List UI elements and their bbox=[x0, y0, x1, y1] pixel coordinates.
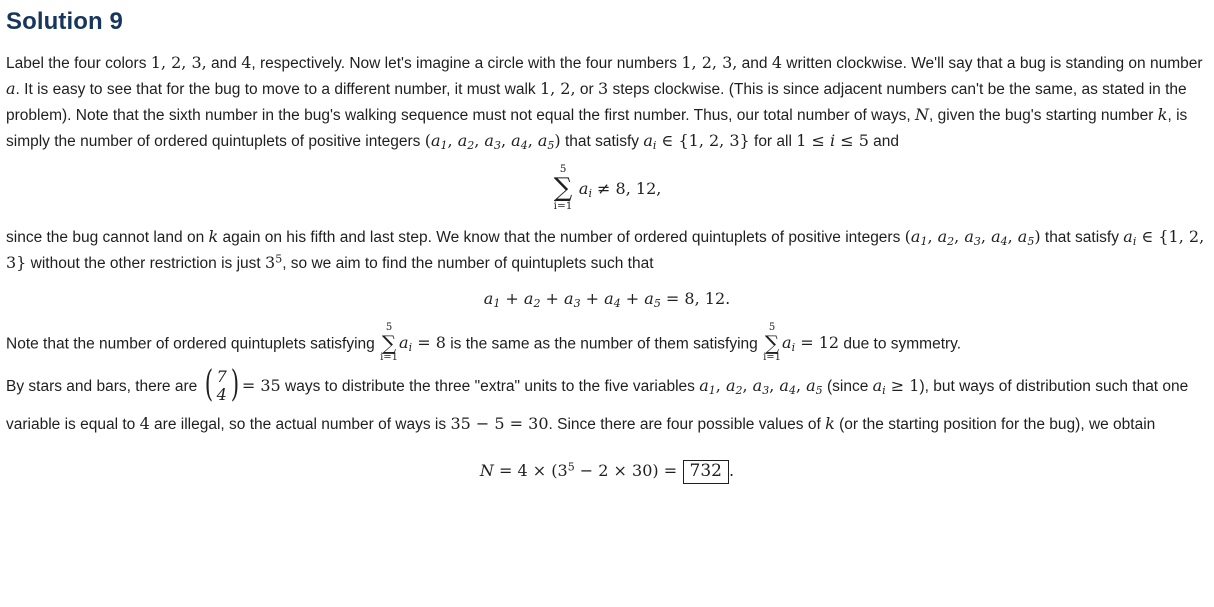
binom-bottom: 4 bbox=[216, 384, 227, 404]
p1-text-10: , is simply the number of ordered quintuplets of positive integers bbox=[6, 107, 1188, 151]
p1-text-1: Label the four colors bbox=[6, 55, 151, 72]
p3-text-1: Note that the number of ordered quintuplets satisfying bbox=[6, 335, 380, 353]
p4-math-5: 35 − 5 = 30 bbox=[450, 414, 549, 434]
p1-math-5: a bbox=[6, 79, 16, 99]
p2-math-k: k bbox=[208, 226, 219, 246]
p4-math-k: k bbox=[825, 414, 835, 434]
p4-math-4: 4 bbox=[139, 414, 150, 434]
equation-1-body: $a_i \ne 8$, 12, bbox=[578, 178, 662, 200]
paragraph-4 bbox=[6, 364, 1208, 444]
p3-text-2: is the same as the number of them satisfying bbox=[445, 335, 763, 353]
p1-text-13: and bbox=[868, 133, 900, 151]
p1-math-2: 4 bbox=[241, 53, 252, 72]
p2-quintuplet: ($a_1$, $a_2$, $a_3$, $a_4$, $a_5$) bbox=[904, 226, 1041, 248]
p4-text-7: (or the starting position for the bug), we obtain bbox=[834, 416, 1156, 434]
p4-text-2: ways to distribute the three "extra" units to the five variables bbox=[280, 377, 700, 395]
binom-stack bbox=[216, 368, 228, 404]
p2-membership: $a_i$ ∈ {1, 2, 3} bbox=[6, 226, 1205, 273]
boxed-answer: 732 bbox=[683, 460, 729, 485]
equation-3 bbox=[6, 458, 1208, 486]
left-paren: ( bbox=[204, 364, 213, 406]
summation-symbol-2: 5 ∑ i=1 bbox=[380, 321, 399, 363]
paragraph-2 bbox=[6, 224, 1208, 277]
p1-math-1: 1, 2, 3, bbox=[150, 53, 207, 72]
page-title: Solution 9 bbox=[6, 8, 123, 35]
p1-text-8: steps clockwise. (This is since adjacent numbers can't be the same, as stated in the problem). Note that the sixth number in the bug's walking sequence must not equal the first number. Thus, our total number of ways, bbox=[6, 81, 1187, 125]
equation-2-body: $a_1 + a_2 + a_3 + a_4 + a_5 = 8$, 12. bbox=[483, 289, 731, 310]
p1-math-3: 1, 2, 3, bbox=[681, 53, 738, 72]
p4-constraint: $a_i \ge 1$ bbox=[872, 375, 920, 397]
p1-quintuplet: ($a_1$, $a_2$, $a_3$, $a_4$, $a_5$) bbox=[424, 131, 561, 153]
document-page bbox=[0, 8, 1214, 607]
p1-range: 1 ≤ i ≤ 5 bbox=[796, 131, 869, 151]
p1-math-9: k bbox=[1157, 105, 1168, 125]
p1-math-7: 3 bbox=[597, 79, 609, 99]
p1-math-8: N bbox=[915, 105, 930, 125]
p2-text-1: since the bug cannot land on bbox=[6, 228, 209, 246]
p1-text-12: for all bbox=[749, 133, 797, 151]
summation-symbol-3: 5 ∑ i=1 bbox=[763, 321, 782, 363]
equation-3-lhs: $N = 4 \times (3^5 - 2 \times 30)$ = bbox=[479, 460, 678, 480]
p1-membership: $a_i$ ∈ {1, 2, 3} bbox=[643, 131, 750, 153]
p3-text-3: due to symmetry. bbox=[839, 335, 962, 353]
p2-text-3: that satisfy bbox=[1040, 228, 1124, 246]
p1-text-5: written clockwise. We'll say that a bug is standing on number bbox=[782, 55, 1203, 72]
p4-text-1: By stars and bars, there are bbox=[6, 377, 202, 395]
p4-text-4: ), but ways of distribution such that one variable is equal to bbox=[6, 377, 1189, 434]
p2-text-4: without the other restriction is just bbox=[26, 255, 265, 273]
equation-3-period: . bbox=[728, 460, 735, 480]
p1-text-9: , given the bug's starting number bbox=[929, 107, 1158, 125]
p4-text-3: (since bbox=[822, 377, 873, 395]
p1-text-4: and bbox=[737, 55, 772, 72]
right-paren: ) bbox=[230, 364, 240, 406]
p1-text-6: . It is easy to see that for the bug to move to a different number, it must walk bbox=[15, 81, 540, 99]
binom-top: 7 bbox=[216, 366, 227, 386]
summation-symbol: 5 ∑ i=1 bbox=[553, 162, 573, 212]
p2-power: $3^5$ bbox=[265, 252, 283, 273]
p3-sum1-body: $a_i = 8$ bbox=[399, 333, 446, 355]
solution-body bbox=[6, 50, 1208, 485]
p1-text-2: and bbox=[206, 55, 242, 72]
p1-text-7: or bbox=[575, 81, 598, 99]
p2-text-5: , so we aim to find the number of quintuplets such that bbox=[282, 255, 654, 273]
equation-2 bbox=[6, 286, 1208, 314]
p4-text-6: . Since there are four possible values of bbox=[548, 416, 826, 434]
p4-var-list: $a_1$, $a_2$, $a_3$, $a_4$, $a_5$ bbox=[699, 375, 823, 397]
binomial-coefficient bbox=[202, 364, 242, 406]
paragraph-1 bbox=[6, 50, 1208, 155]
p1-text-11: that satisfy bbox=[560, 133, 644, 151]
p1-math-6: 1, 2, bbox=[539, 79, 576, 99]
p4-text-5: are illegal, so the actual number of ways is bbox=[149, 416, 451, 434]
paragraph-3 bbox=[6, 321, 1208, 365]
equation-1 bbox=[6, 162, 1208, 214]
p1-text-3: , respectively. Now let's imagine a circle with the four numbers bbox=[251, 55, 682, 72]
p1-math-4: 4 bbox=[771, 53, 782, 72]
p3-sum2-body: $a_i = 12$ bbox=[782, 333, 840, 355]
p2-text-2: again on his fifth and last step. We know that the number of ordered quintuplets of positive integers bbox=[218, 228, 905, 246]
p4-math-1: = 35 bbox=[241, 375, 281, 395]
